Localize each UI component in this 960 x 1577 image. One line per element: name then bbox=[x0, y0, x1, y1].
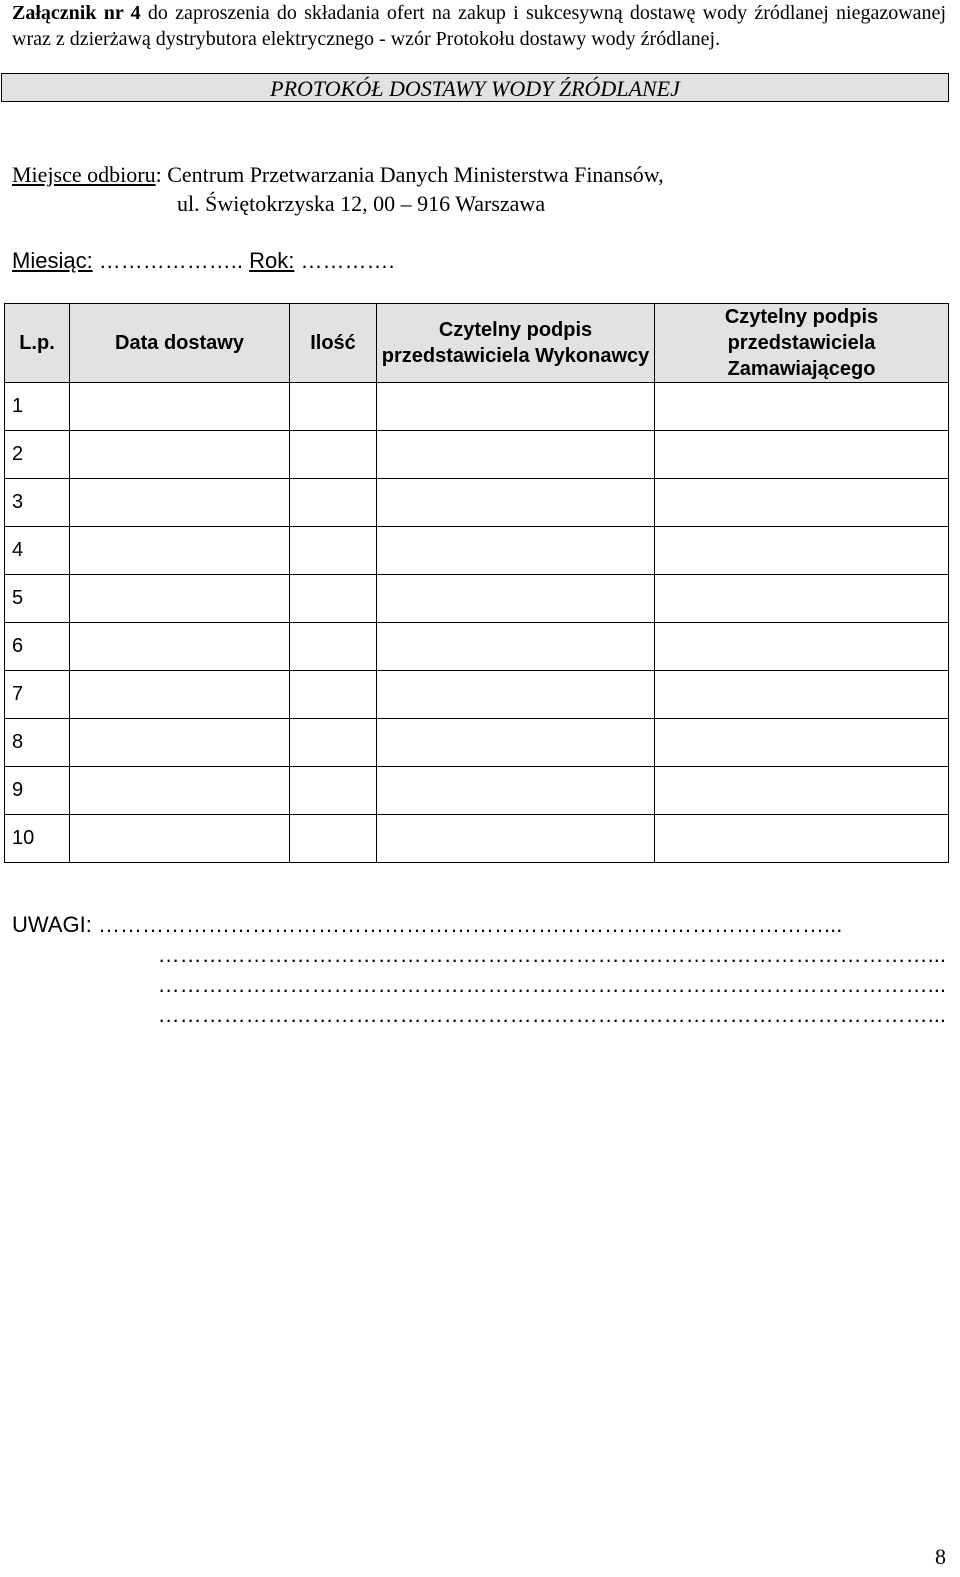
remarks-line-1[interactable] bbox=[12, 910, 946, 940]
row-date-cell[interactable] bbox=[70, 815, 290, 863]
remarks-section bbox=[12, 910, 946, 1030]
row-lp: 10 bbox=[5, 815, 70, 863]
row-date-cell[interactable] bbox=[70, 767, 290, 815]
delivery-place-label: Miejsce odbioru bbox=[12, 162, 156, 187]
attachment-description: do zaproszenia do składania ofert na zakup i sukcesywną dostawę wody źródlanej niegazowanej wraz z dzierżawą dystrybutora elektrycznego - wzór Protokołu dostawy wody źródlanej. bbox=[12, 2, 946, 50]
row-orderer-signature-cell[interactable] bbox=[655, 719, 949, 767]
row-lp: 3 bbox=[5, 479, 70, 527]
row-lp: 2 bbox=[5, 431, 70, 479]
table-header-row bbox=[5, 304, 949, 383]
row-lp: 1 bbox=[5, 383, 70, 431]
row-quantity-cell[interactable] bbox=[290, 527, 377, 575]
row-contractor-signature-cell[interactable] bbox=[377, 623, 655, 671]
table-row bbox=[5, 815, 949, 863]
row-quantity-cell[interactable] bbox=[290, 383, 377, 431]
row-quantity-cell[interactable] bbox=[290, 431, 377, 479]
row-lp: 5 bbox=[5, 575, 70, 623]
header-lp: L.p. bbox=[5, 304, 70, 383]
delivery-place-value: : Centrum Przetwarzania Danych Ministerstwa Finansów, bbox=[155, 162, 664, 187]
row-contractor-signature-cell[interactable] bbox=[377, 719, 655, 767]
table-row bbox=[5, 719, 949, 767]
row-contractor-signature-cell[interactable] bbox=[377, 527, 655, 575]
row-date-cell[interactable] bbox=[70, 575, 290, 623]
row-lp: 9 bbox=[5, 767, 70, 815]
table-row bbox=[5, 671, 949, 719]
remarks-dots-1: ………………………………………………………………………………………... bbox=[91, 912, 843, 937]
row-orderer-signature-cell[interactable] bbox=[655, 527, 949, 575]
remarks-line-4[interactable]: ……………………………………………………………………………………………... bbox=[157, 1002, 946, 1027]
month-label: Miesiąc: bbox=[12, 248, 93, 273]
row-date-cell[interactable] bbox=[70, 383, 290, 431]
header-contractor-signature: Czytelny podpis przedstawiciela Wykonawcy bbox=[377, 304, 655, 383]
table-row bbox=[5, 479, 949, 527]
table-row bbox=[5, 623, 949, 671]
row-contractor-signature-cell[interactable] bbox=[377, 575, 655, 623]
row-quantity-cell[interactable] bbox=[290, 719, 377, 767]
delivery-address: ul. Świętokrzyska 12, 00 – 916 Warszawa bbox=[177, 191, 546, 216]
row-quantity-cell[interactable] bbox=[290, 767, 377, 815]
page-number: 8 bbox=[935, 1544, 946, 1569]
row-contractor-signature-cell[interactable] bbox=[377, 671, 655, 719]
remarks-line-3[interactable]: ……………………………………………………………………………………………... bbox=[157, 972, 946, 997]
table-row bbox=[5, 383, 949, 431]
row-quantity-cell[interactable] bbox=[290, 575, 377, 623]
row-date-cell[interactable] bbox=[70, 527, 290, 575]
remarks-label: UWAGI: bbox=[12, 912, 92, 937]
row-lp: 6 bbox=[5, 623, 70, 671]
row-quantity-cell[interactable] bbox=[290, 479, 377, 527]
row-contractor-signature-cell[interactable] bbox=[377, 479, 655, 527]
row-date-cell[interactable] bbox=[70, 671, 290, 719]
row-orderer-signature-cell[interactable] bbox=[655, 767, 949, 815]
table-row bbox=[5, 431, 949, 479]
period-line bbox=[12, 247, 395, 275]
year-label: Rok: bbox=[249, 248, 295, 273]
row-date-cell[interactable] bbox=[70, 623, 290, 671]
row-orderer-signature-cell[interactable] bbox=[655, 671, 949, 719]
row-contractor-signature-cell[interactable] bbox=[377, 815, 655, 863]
row-orderer-signature-cell[interactable] bbox=[655, 383, 949, 431]
row-quantity-cell[interactable] bbox=[290, 623, 377, 671]
delivery-table bbox=[4, 303, 949, 863]
header-date: Data dostawy bbox=[70, 304, 290, 383]
row-contractor-signature-cell[interactable] bbox=[377, 767, 655, 815]
row-orderer-signature-cell[interactable] bbox=[655, 623, 949, 671]
remarks-line-2[interactable]: ……………………………………………………………………………………………... bbox=[157, 942, 946, 967]
attachment-number: Załącznik nr 4 bbox=[12, 2, 141, 24]
row-quantity-cell[interactable] bbox=[290, 815, 377, 863]
row-date-cell[interactable] bbox=[70, 479, 290, 527]
row-orderer-signature-cell[interactable] bbox=[655, 431, 949, 479]
header-quantity: Ilość bbox=[290, 304, 377, 383]
table-row bbox=[5, 767, 949, 815]
row-contractor-signature-cell[interactable] bbox=[377, 431, 655, 479]
year-field[interactable]: …………. bbox=[294, 248, 395, 273]
row-orderer-signature-cell[interactable] bbox=[655, 815, 949, 863]
row-quantity-cell[interactable] bbox=[290, 671, 377, 719]
row-lp: 8 bbox=[5, 719, 70, 767]
month-field[interactable]: ……………….. bbox=[92, 248, 250, 273]
row-lp: 7 bbox=[5, 671, 70, 719]
row-orderer-signature-cell[interactable] bbox=[655, 479, 949, 527]
row-lp: 4 bbox=[5, 527, 70, 575]
document-title: PROTOKÓŁ DOSTAWY WODY ŹRÓDLANEJ bbox=[1, 73, 949, 102]
row-contractor-signature-cell[interactable] bbox=[377, 383, 655, 431]
row-orderer-signature-cell[interactable] bbox=[655, 575, 949, 623]
header-orderer-signature: Czytelny podpis przedstawiciela Zamawiającego bbox=[655, 304, 949, 383]
table-row bbox=[5, 575, 949, 623]
row-date-cell[interactable] bbox=[70, 431, 290, 479]
attachment-intro bbox=[12, 0, 946, 52]
row-date-cell[interactable] bbox=[70, 719, 290, 767]
delivery-place bbox=[12, 161, 664, 189]
table-row bbox=[5, 527, 949, 575]
